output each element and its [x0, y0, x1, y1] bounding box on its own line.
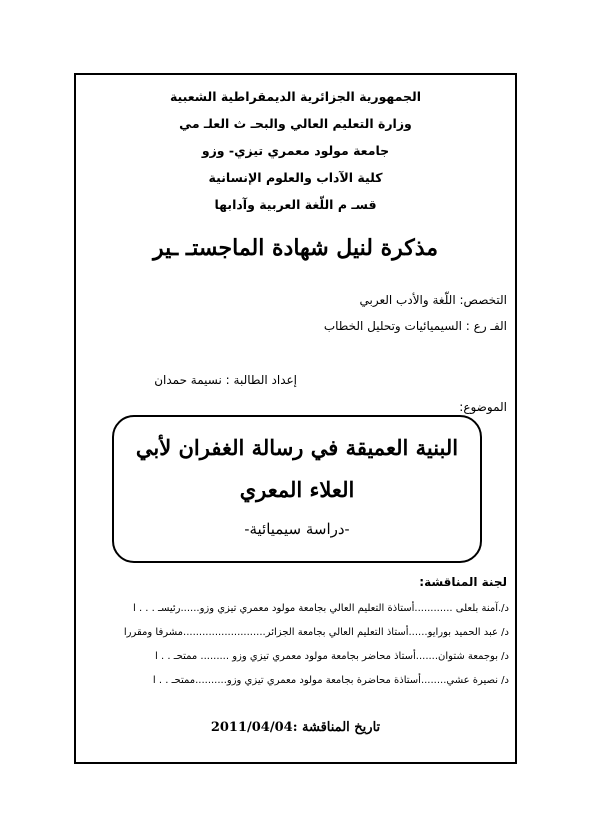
header-university: جامعة مولود معمري تيزي- وزو	[201, 143, 390, 158]
committee-member: د/.آمنة بلعلى ............أستاذة التعليم العالي بجامعة مولود معمري تيزي وزو......رئيسـ . . . ا	[132, 603, 509, 614]
committee-member: د/ عبد الحميد بورايو......أستاذ التعليم العالي بجامعة الجزائر..........................مشرفا ومقررا	[123, 627, 509, 638]
topic-subtitle: -دراسة سيميائية-	[244, 520, 350, 538]
topic-line-2: العلاء المعري	[239, 477, 355, 502]
topic-box	[112, 415, 482, 563]
cover-page-frame	[74, 73, 517, 764]
topic-label: الموضوع:	[459, 400, 507, 414]
header-faculty: كلية الآداب والعلوم الإنسانية	[208, 170, 383, 185]
header-republic: الجمهورية الجزائرية الديمقراطية الشعبية	[169, 89, 422, 104]
committee-member: د/ بوجمعة شتوان.......أستاذ محاضر بجامعة مولود معمري تيزي وزو ......... ممتحـ . . ا	[155, 651, 509, 662]
thesis-title: مذكرة لنيل شهادة الماجستـ ـير	[152, 235, 439, 261]
prepared-by: إعداد الطالبة : نسيمة حمدان	[154, 373, 297, 387]
specialty: التخصص: اللّغة والأدب العربي	[359, 293, 507, 307]
committee-label: لجنة المناقشة:	[419, 575, 507, 589]
branch: الفـ رع : السيميائيات وتحليل الخطاب	[323, 319, 507, 333]
topic-line-1: البنية العميقة في رسالة الغفران لأبي	[135, 435, 459, 460]
header-ministry: وزارة التعليم العالي والبحـ ث العلـ مي	[179, 116, 412, 131]
committee-member: د/ نصيرة عشي........أستاذة محاضرة بجامعة مولود معمري تيزي وزو..........ممتحـ . . ا	[152, 675, 509, 686]
header-department: قسـ م اللّغة العربية وآدابها	[214, 197, 377, 212]
defense-date: تاريخ المناقشة :2011/04/04	[210, 720, 381, 735]
